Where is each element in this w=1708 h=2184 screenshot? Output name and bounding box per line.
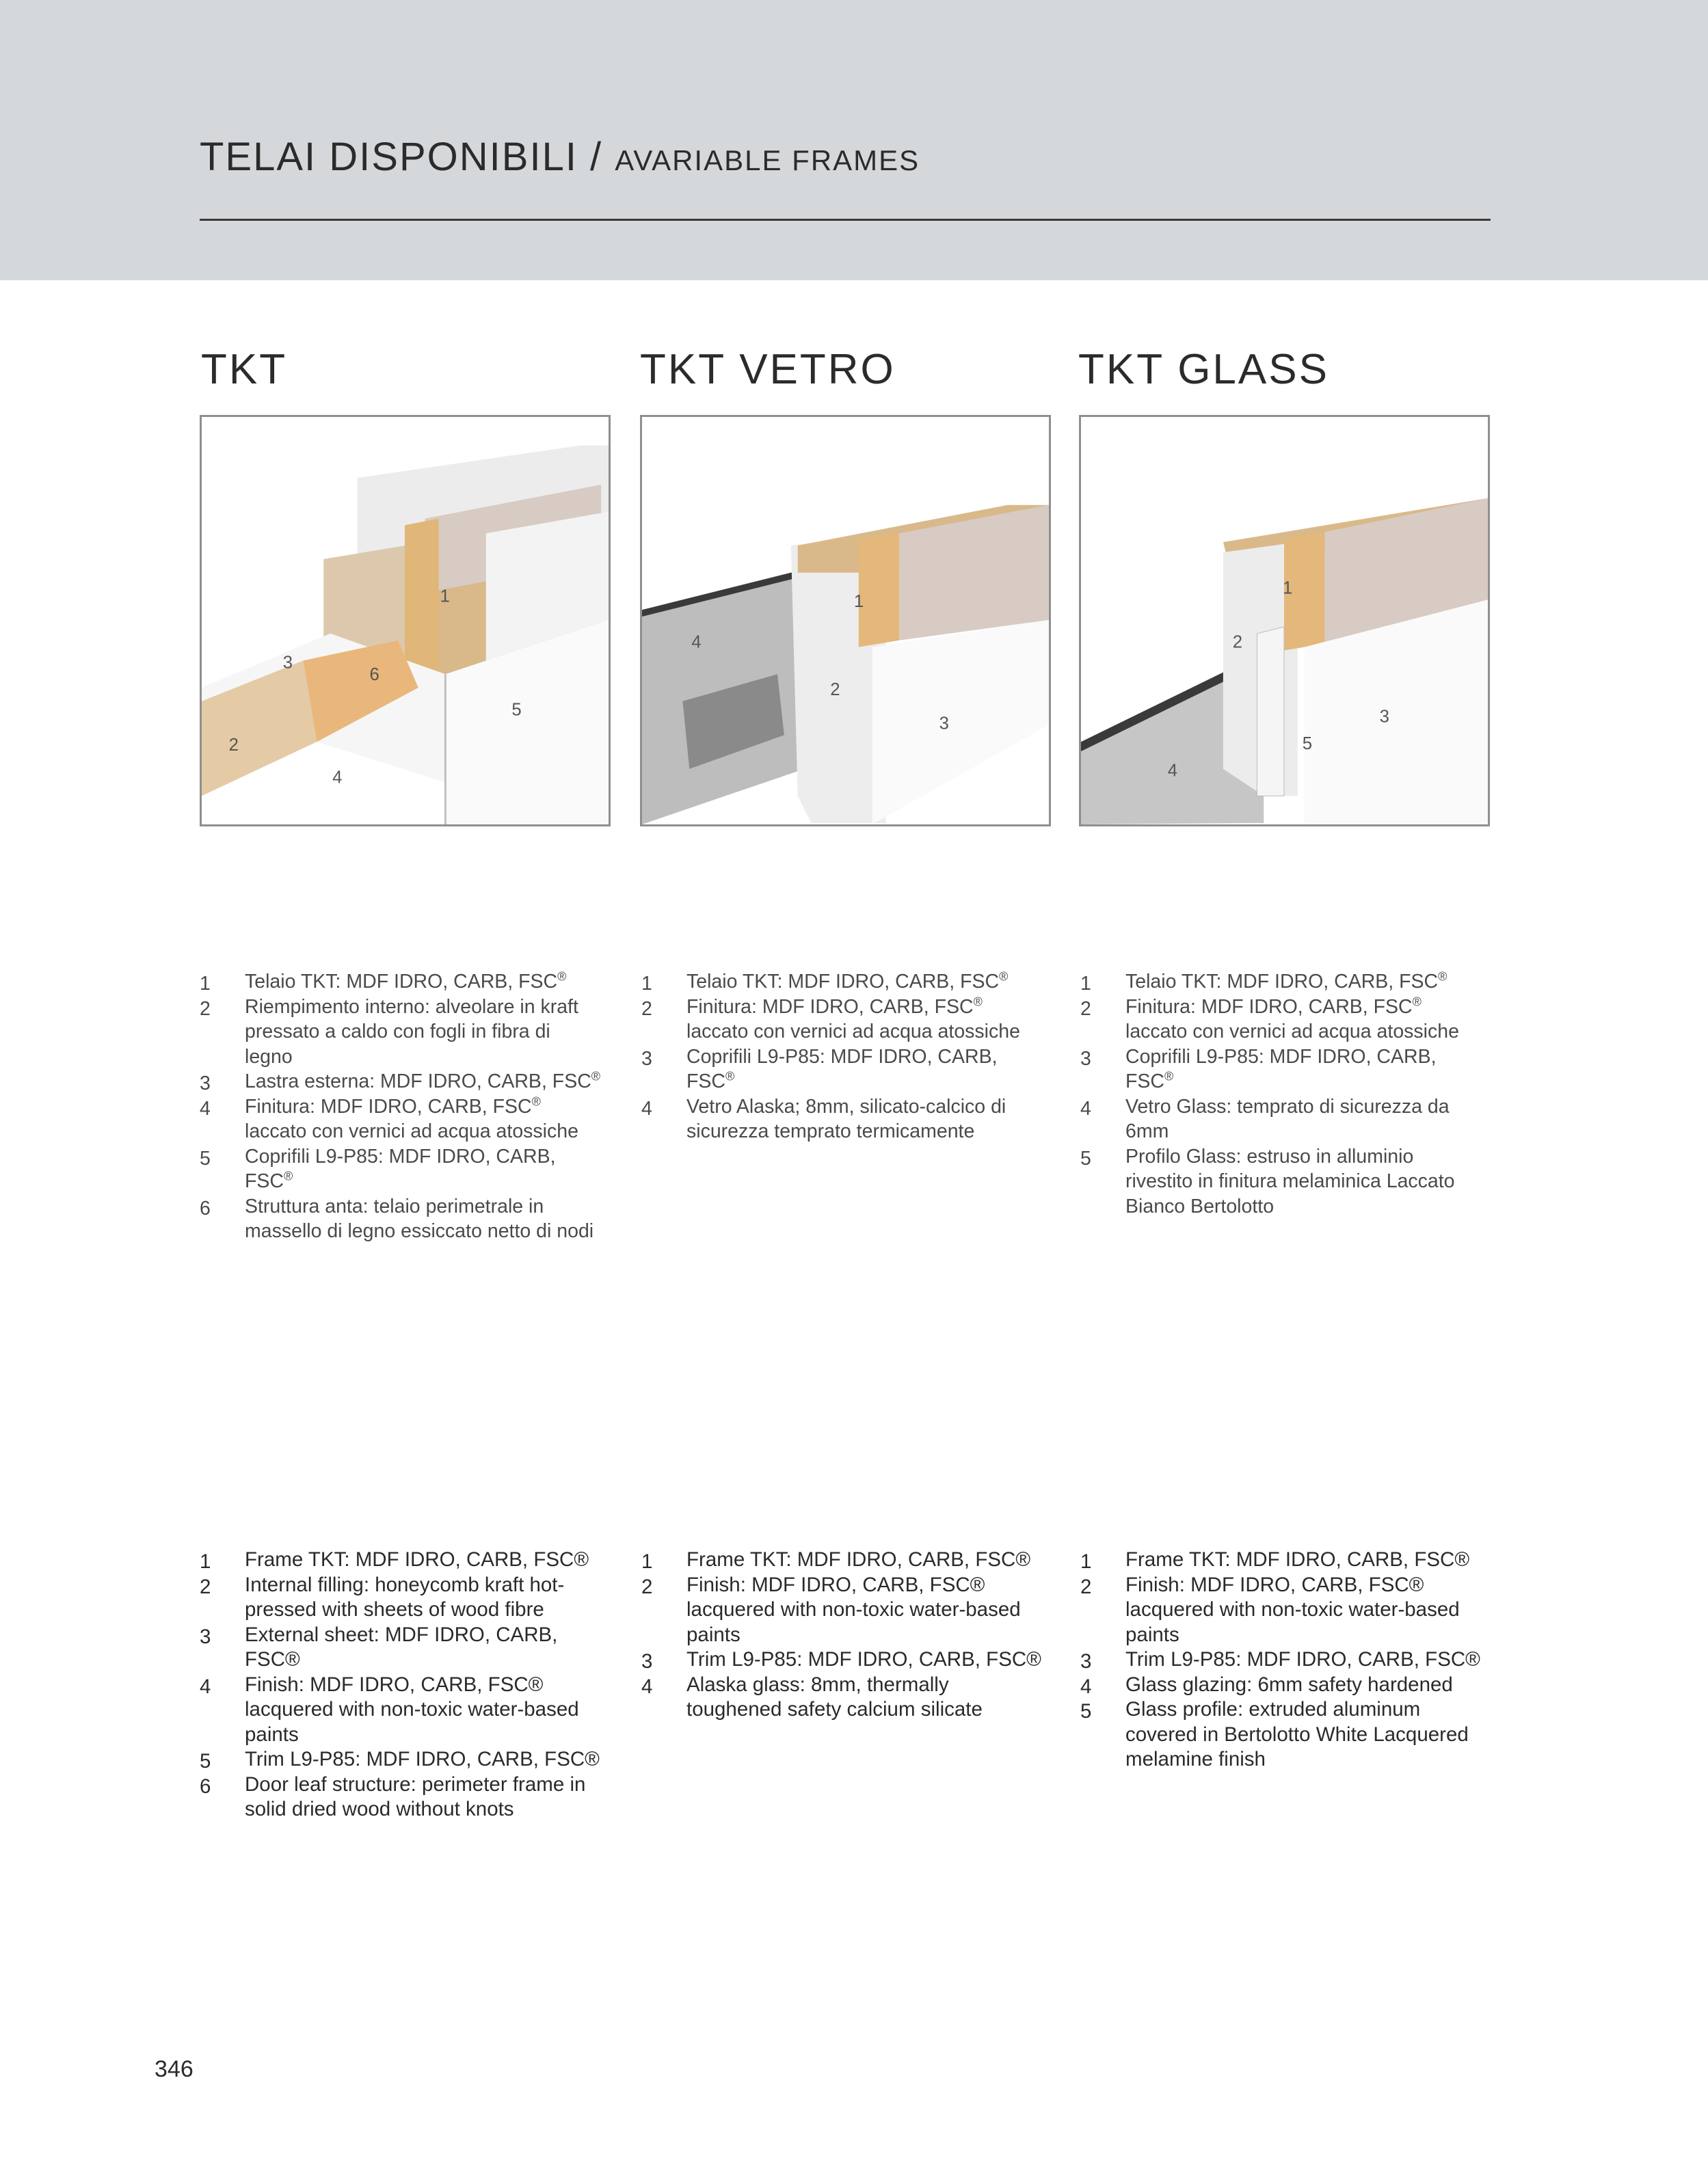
col-title-tkt-glass: TKT GLASS	[1078, 346, 1329, 393]
callout-3: 3	[282, 653, 293, 673]
list-en-tkt	[200, 1548, 603, 1822]
list-en-tkt-glass	[1080, 1548, 1484, 1772]
page-header	[0, 0, 1708, 280]
list-item: 2 Finish: MDF IDRO, CARB, FSC® lacquered with non-toxic water-based paints	[1080, 1573, 1460, 1646]
list-item: 1 Frame TKT: MDF IDRO, CARB, FSC®	[1080, 1548, 1470, 1573]
header-divider	[200, 219, 1491, 221]
list-item: 5 Coprifili L9-P85: MDF IDRO, CARB, FSC®	[200, 1145, 556, 1192]
list-item: 2 Internal filling: honeycomb kraft hot-pressed with sheets of wood fibre	[200, 1573, 565, 1621]
title-main: TELAI DISPONIBILI /	[200, 135, 603, 179]
list-item: 6 Struttura anta: telaio perimetrale in massello di legno essiccato netto di nodi	[200, 1195, 594, 1242]
callout-5: 5	[511, 700, 522, 720]
callout-2: 2	[228, 736, 239, 755]
list-item: 4 Vetro Glass: temprato di sicurezza da 6mm	[1080, 1095, 1450, 1142]
diagram-tkt	[200, 415, 611, 826]
page-title	[200, 134, 920, 180]
callout-3: 3	[1379, 707, 1389, 727]
list-item: 3 External sheet: MDF IDRO, CARB, FSC®	[200, 1623, 558, 1671]
list-it-tkt-vetro	[641, 969, 1045, 1144]
list-item: 3 Coprifili L9-P85: MDF IDRO, CARB, FSC®	[641, 1045, 998, 1092]
callout-1: 1	[1283, 578, 1293, 598]
list-item: 2 Finitura: MDF IDRO, CARB, FSC® laccato con vernici ad acqua atossiche	[1080, 995, 1459, 1042]
callout-5: 5	[1302, 734, 1313, 754]
callout-6: 6	[369, 665, 379, 685]
list-item: 6 Door leaf structure: perimeter frame in solid dried wood without knots	[200, 1772, 586, 1820]
list-en-tkt-vetro	[641, 1548, 1045, 1723]
col-title-tkt-vetro: TKT VETRO	[640, 346, 896, 393]
diagram-tkt-vetro	[640, 415, 1051, 826]
callout-4: 4	[332, 768, 343, 787]
list-item: 1 Telaio TKT: MDF IDRO, CARB, FSC®	[200, 969, 567, 995]
list-item: 5 Profilo Glass: estruso in alluminio rivestito in finitura melaminica Laccato Bianco Bertolotto	[1080, 1145, 1455, 1217]
list-it-tkt-glass	[1080, 969, 1484, 1219]
list-item: 4 Finish: MDF IDRO, CARB, FSC® lacquered with non-toxic water-based paints	[200, 1673, 579, 1746]
list-item: 2 Finish: MDF IDRO, CARB, FSC® lacquered with non-toxic water-based paints	[641, 1573, 1021, 1646]
callout-1: 1	[440, 587, 450, 606]
callout-2: 2	[830, 679, 840, 699]
tkt-glass-section-illustration	[1081, 417, 1488, 824]
tkt-vetro-section-illustration	[642, 417, 1049, 824]
list-item: 5 Trim L9-P85: MDF IDRO, CARB, FSC®	[200, 1748, 600, 1772]
list-item: 2 Finitura: MDF IDRO, CARB, FSC® laccato con vernici ad acqua atossiche	[641, 995, 1020, 1042]
list-item: 1 Telaio TKT: MDF IDRO, CARB, FSC®	[1080, 969, 1447, 995]
list-item: 4 Glass glazing: 6mm safety hardened	[1080, 1673, 1453, 1698]
list-item: 3 Lastra esterna: MDF IDRO, CARB, FSC®	[200, 1069, 601, 1094]
diagram-tkt-glass	[1079, 415, 1490, 826]
list-item: 1 Frame TKT: MDF IDRO, CARB, FSC®	[641, 1548, 1031, 1573]
list-item: 1 Frame TKT: MDF IDRO, CARB, FSC®	[200, 1548, 589, 1573]
callout-4: 4	[691, 632, 702, 652]
list-item: 3 Coprifili L9-P85: MDF IDRO, CARB, FSC®	[1080, 1045, 1437, 1092]
callout-2: 2	[1232, 632, 1243, 652]
title-sub: AVARIABLE FRAMES	[615, 144, 920, 176]
list-it-tkt	[200, 969, 603, 1244]
list-item: 1 Telaio TKT: MDF IDRO, CARB, FSC®	[641, 969, 1009, 995]
list-item: 2 Riempimento interno: alveolare in kraft pressato a caldo con fogli in fibra di legno	[200, 995, 578, 1068]
list-item: 3 Trim L9-P85: MDF IDRO, CARB, FSC®	[1080, 1648, 1480, 1673]
tkt-section-illustration	[202, 417, 609, 824]
list-item: 4 Vetro Alaska; 8mm, silicato-calcico di sicurezza temprato termicamente	[641, 1095, 1006, 1142]
callout-4: 4	[1167, 761, 1178, 781]
list-item: 4 Finitura: MDF IDRO, CARB, FSC® laccato con vernici ad acqua atossiche	[200, 1094, 578, 1142]
list-item: 4 Alaska glass: 8mm, thermally toughened safety calcium silicate	[641, 1673, 983, 1721]
list-item: 5 Glass profile: extruded aluminum covered in Bertolotto White Lacquered melamine finish	[1080, 1698, 1469, 1770]
list-item: 3 Trim L9-P85: MDF IDRO, CARB, FSC®	[641, 1648, 1041, 1673]
page-number: 346	[155, 2056, 194, 2082]
col-title-tkt: TKT	[201, 346, 288, 393]
callout-3: 3	[939, 714, 949, 733]
callout-1: 1	[853, 592, 864, 612]
